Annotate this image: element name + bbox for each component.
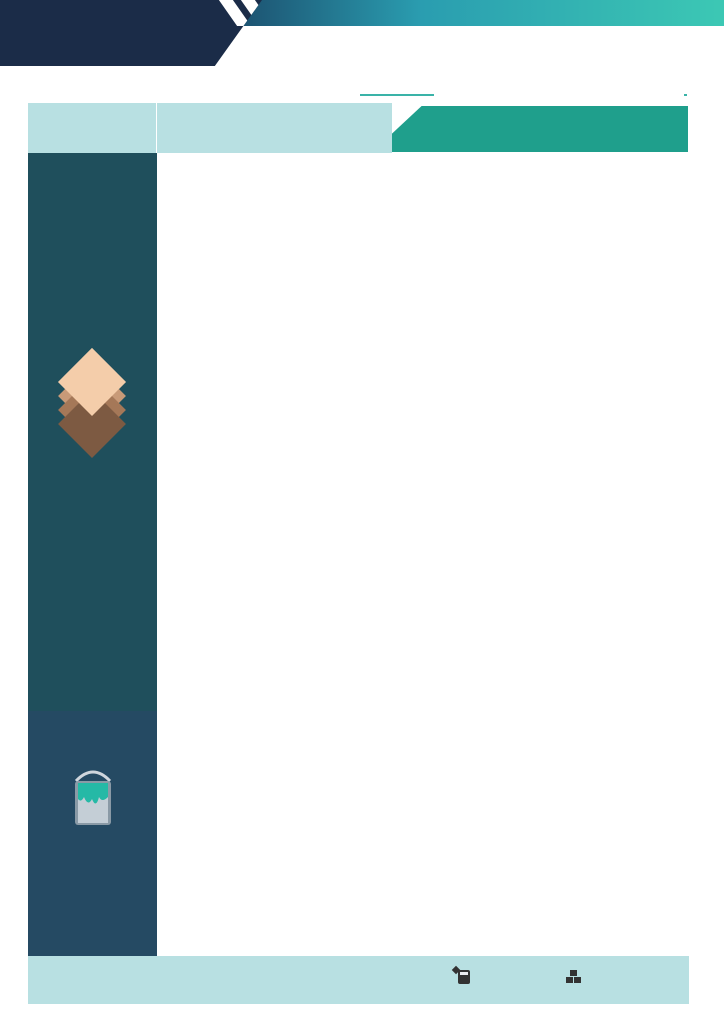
category-header <box>28 103 157 153</box>
boxes-icon <box>566 970 582 984</box>
package-title <box>434 78 684 106</box>
legend-bar <box>28 956 689 1004</box>
header-gradient <box>220 0 724 26</box>
header-spacer <box>157 103 392 153</box>
category-paint <box>28 711 157 956</box>
logo <box>0 0 262 66</box>
calculator-icon <box>458 970 470 984</box>
category-tiles <box>28 153 157 711</box>
legend-volume <box>566 970 586 984</box>
legend-unit <box>458 970 474 984</box>
paint-bucket-icon <box>72 769 114 827</box>
package-price <box>392 106 688 152</box>
